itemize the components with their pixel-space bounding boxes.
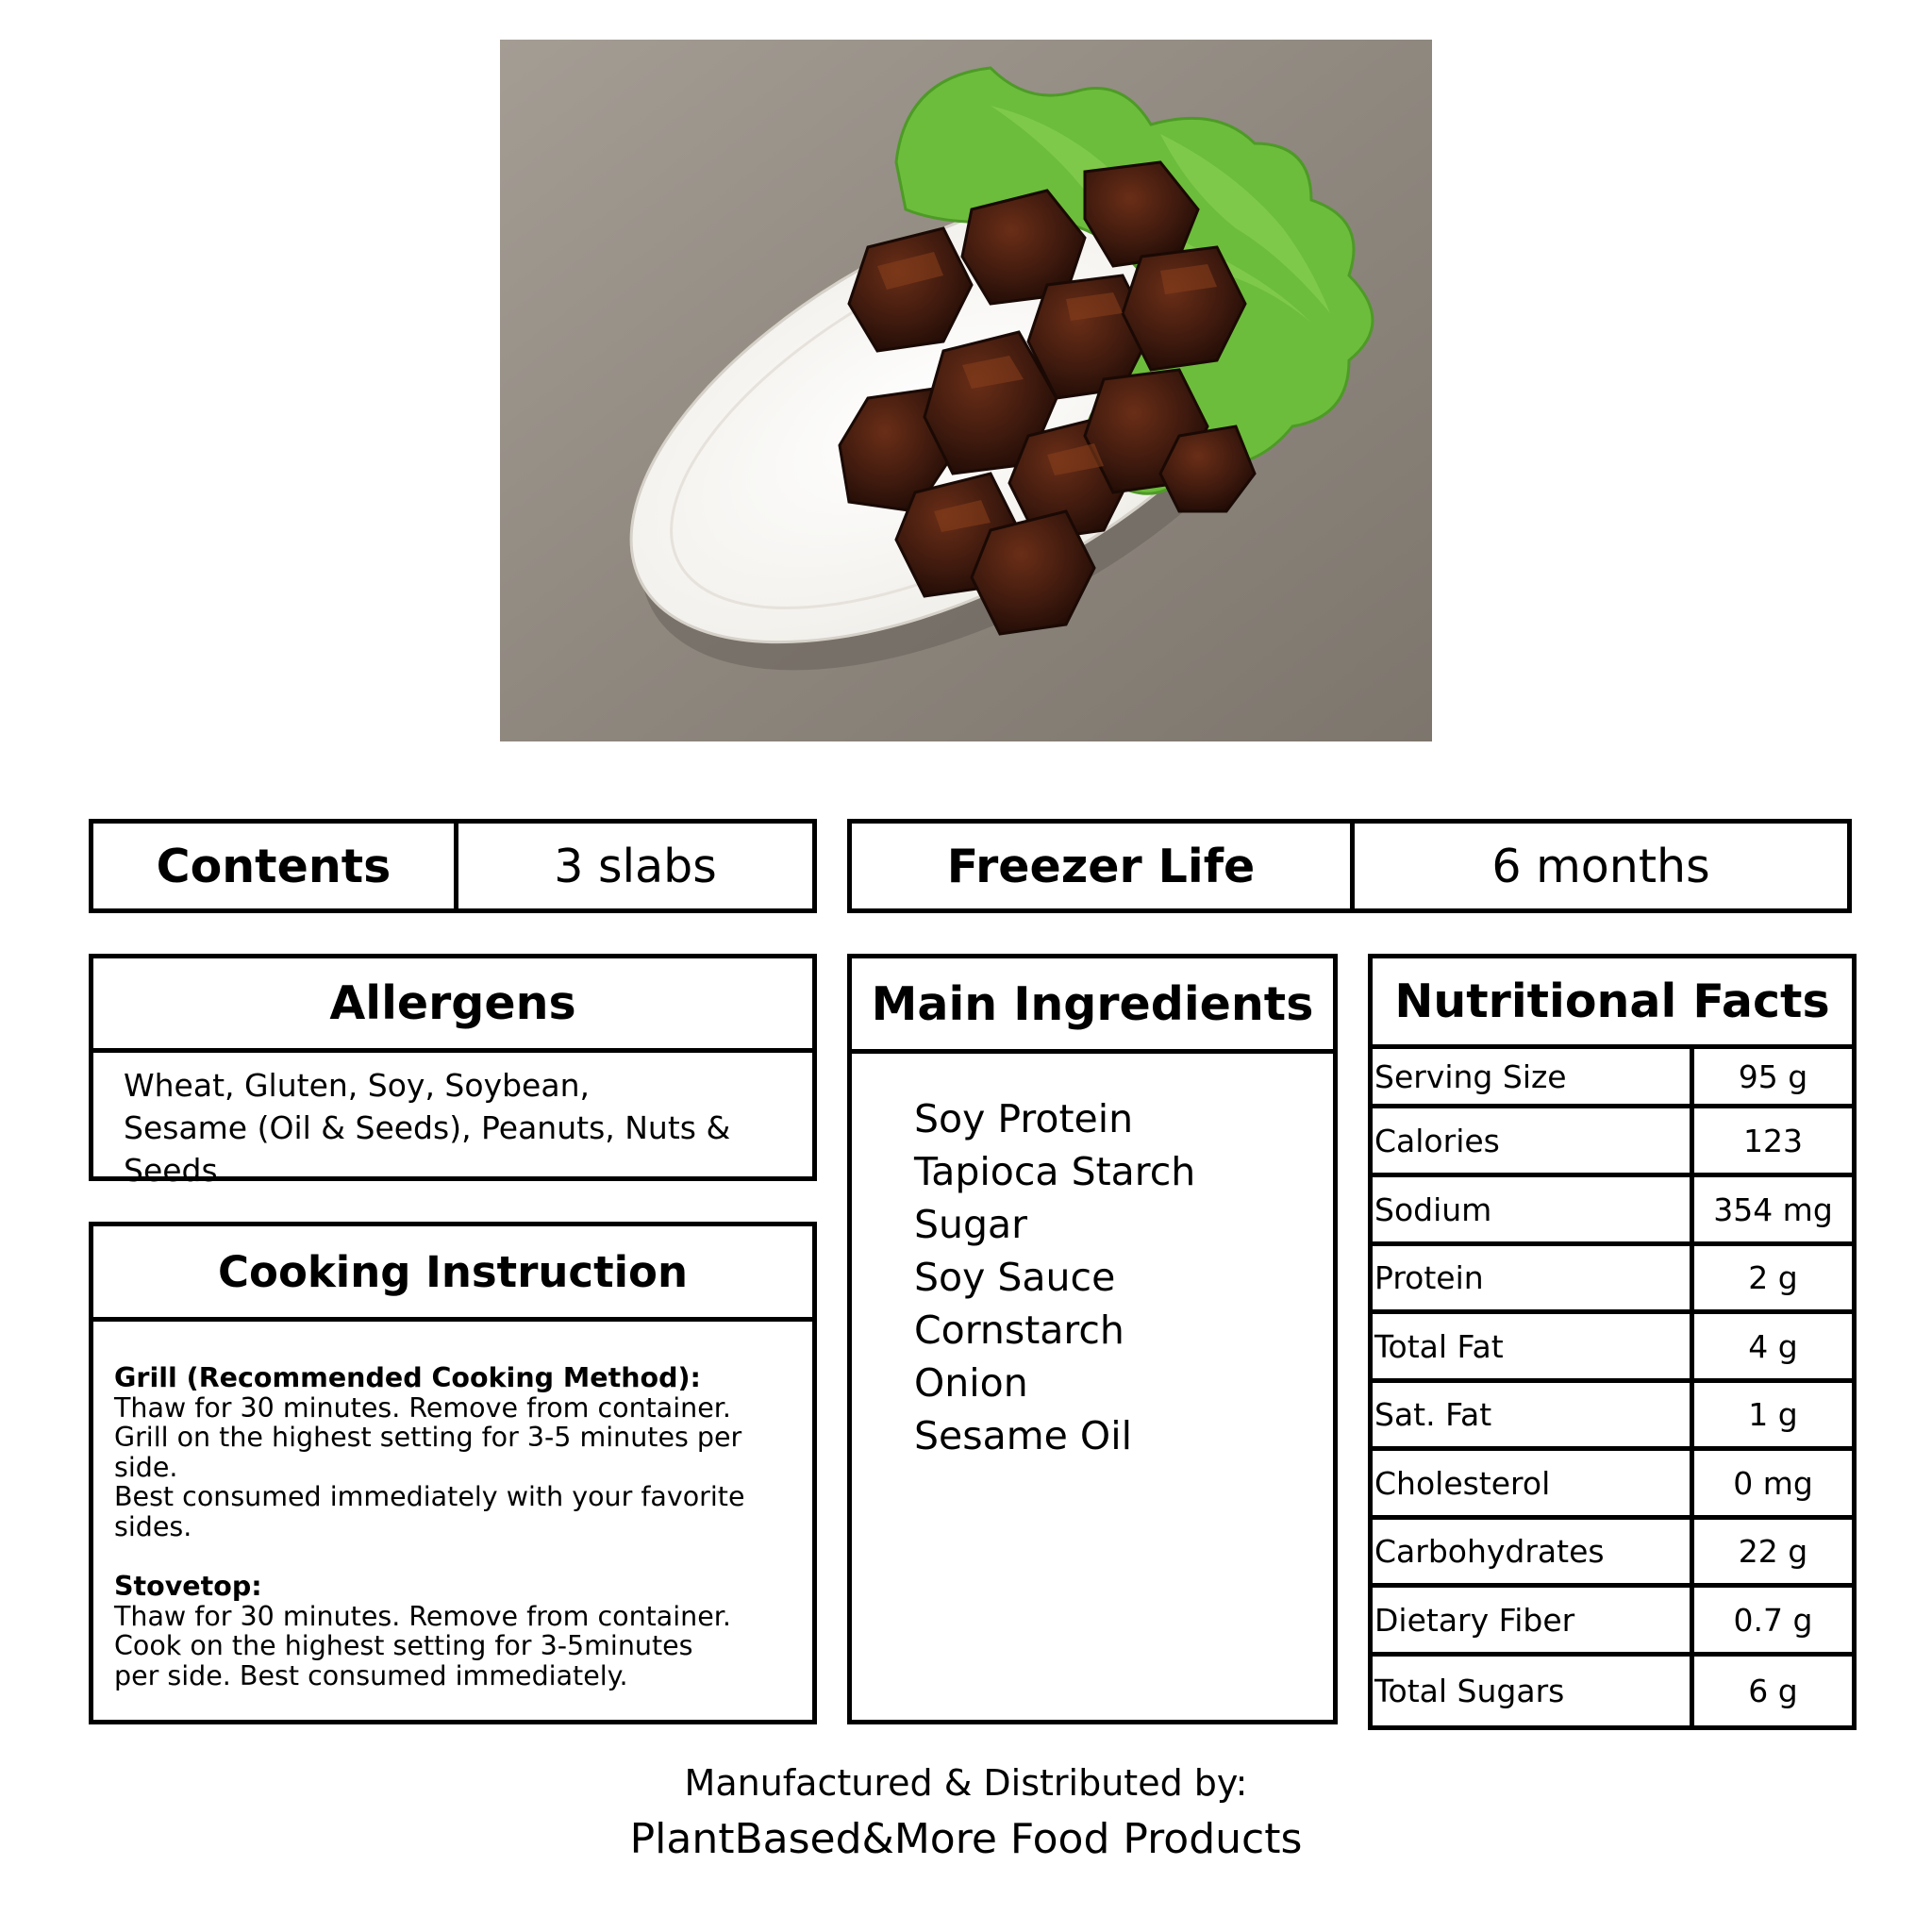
nutrition-label: Carbohydrates — [1374, 1533, 1605, 1570]
ingredient-item: Sesame Oil — [914, 1413, 1132, 1458]
nutrition-label: Sat. Fat — [1374, 1396, 1492, 1433]
grill-line: Grill on the highest setting for 3-5 minutes per side. — [114, 1422, 742, 1483]
contents-box — [89, 819, 817, 913]
nutritional-facts-title: Nutritional Facts — [1394, 974, 1830, 1028]
nutrition-value: 95 g — [1738, 1058, 1808, 1095]
nutrition-label: Serving Size — [1374, 1058, 1567, 1095]
ingredient-item: Cornstarch — [914, 1307, 1124, 1353]
contents-label: Contents — [156, 839, 391, 893]
ingredient-item: Tapioca Starch — [914, 1149, 1196, 1194]
nutrition-row — [1373, 1314, 1852, 1378]
grill-line: Thaw for 30 minutes. Remove from container. — [114, 1391, 731, 1424]
cooking-instruction-box — [89, 1222, 817, 1724]
stovetop-line: per side. Best consumed immediately. — [114, 1659, 628, 1691]
freezer-life-label: Freezer Life — [946, 839, 1256, 893]
paragraph-gap — [114, 1541, 801, 1572]
nutrition-label: Sodium — [1374, 1191, 1492, 1228]
main-ingredients-title: Main Ingredients — [871, 976, 1314, 1031]
freezer-life-value: 6 months — [1491, 839, 1710, 893]
stovetop-line: Cook on the highest setting for 3-5minutes — [114, 1630, 693, 1661]
contents-value: 3 slabs — [554, 839, 717, 893]
nutrition-row — [1373, 1520, 1852, 1583]
nutrition-row — [1373, 1451, 1852, 1515]
nutrition-label: Total Fat — [1374, 1327, 1504, 1365]
allergens-header-divider — [93, 1048, 812, 1053]
ingredient-item: Onion — [914, 1360, 1028, 1406]
nutrition-row — [1373, 1049, 1852, 1104]
cooking-header-divider — [93, 1317, 812, 1322]
ingredient-item: Sugar — [914, 1202, 1028, 1247]
ingredient-item: Soy Protein — [914, 1096, 1134, 1141]
nutrition-value: 123 — [1743, 1122, 1803, 1159]
nutrition-row — [1373, 1246, 1852, 1309]
main-ingredients-box — [847, 954, 1338, 1724]
grill-line: sides. — [114, 1510, 192, 1542]
nutrition-value: 0 mg — [1733, 1464, 1813, 1502]
nutrition-value: 22 g — [1738, 1533, 1808, 1570]
nutrition-label: Calories — [1374, 1122, 1500, 1159]
product-photo-illustration — [500, 40, 1432, 741]
allergens-line: Sesame (Oil & Seeds), Peanuts, Nuts & Seeds — [124, 1109, 731, 1189]
nutrition-value: 2 g — [1748, 1259, 1798, 1296]
nutrition-value: 4 g — [1748, 1327, 1798, 1365]
stovetop-heading: Stovetop: — [114, 1571, 262, 1602]
nutrition-value: 354 mg — [1713, 1191, 1833, 1228]
allergens-box — [89, 954, 817, 1189]
nutrition-value: 0.7 g — [1733, 1601, 1813, 1639]
ingredients-list — [914, 1092, 1195, 1462]
cooking-instruction-title: Cooking Instruction — [218, 1246, 688, 1297]
product-photo — [500, 40, 1432, 741]
manufacturer-caption: Manufactured & Distributed by: — [684, 1762, 1248, 1804]
nutrition-row — [1373, 1657, 1852, 1725]
allergens-list — [124, 1064, 801, 1191]
nutrition-row — [1373, 1588, 1852, 1652]
nutrition-label: Cholesterol — [1374, 1464, 1551, 1502]
nutrition-label: Dietary Fiber — [1374, 1601, 1575, 1639]
nutrition-label: Total Sugars — [1374, 1673, 1565, 1709]
grill-line: Best consumed immediately with your favorite — [114, 1481, 745, 1512]
nutrition-row — [1373, 1383, 1852, 1446]
ingredient-item: Soy Sauce — [914, 1255, 1116, 1300]
freezer-life-box — [847, 819, 1852, 913]
cooking-instruction-body — [114, 1363, 801, 1690]
allergens-title: Allergens — [329, 976, 576, 1030]
nutritional-facts-box — [1368, 954, 1857, 1730]
nutrition-label: Protein — [1374, 1259, 1484, 1296]
ingredients-header-divider — [852, 1049, 1333, 1054]
nutrition-row — [1373, 1108, 1852, 1173]
nutrition-value: 1 g — [1748, 1396, 1798, 1433]
grill-heading: Grill (Recommended Cooking Method): — [114, 1362, 701, 1393]
nutrition-row — [1373, 1177, 1852, 1241]
manufacturer-name: PlantBased&More Food Products — [629, 1815, 1303, 1863]
stovetop-line: Thaw for 30 minutes. Remove from container. — [114, 1600, 731, 1632]
nutrition-value: 6 g — [1748, 1673, 1798, 1709]
allergens-line: Wheat, Gluten, Soy, Soybean, — [124, 1067, 590, 1104]
